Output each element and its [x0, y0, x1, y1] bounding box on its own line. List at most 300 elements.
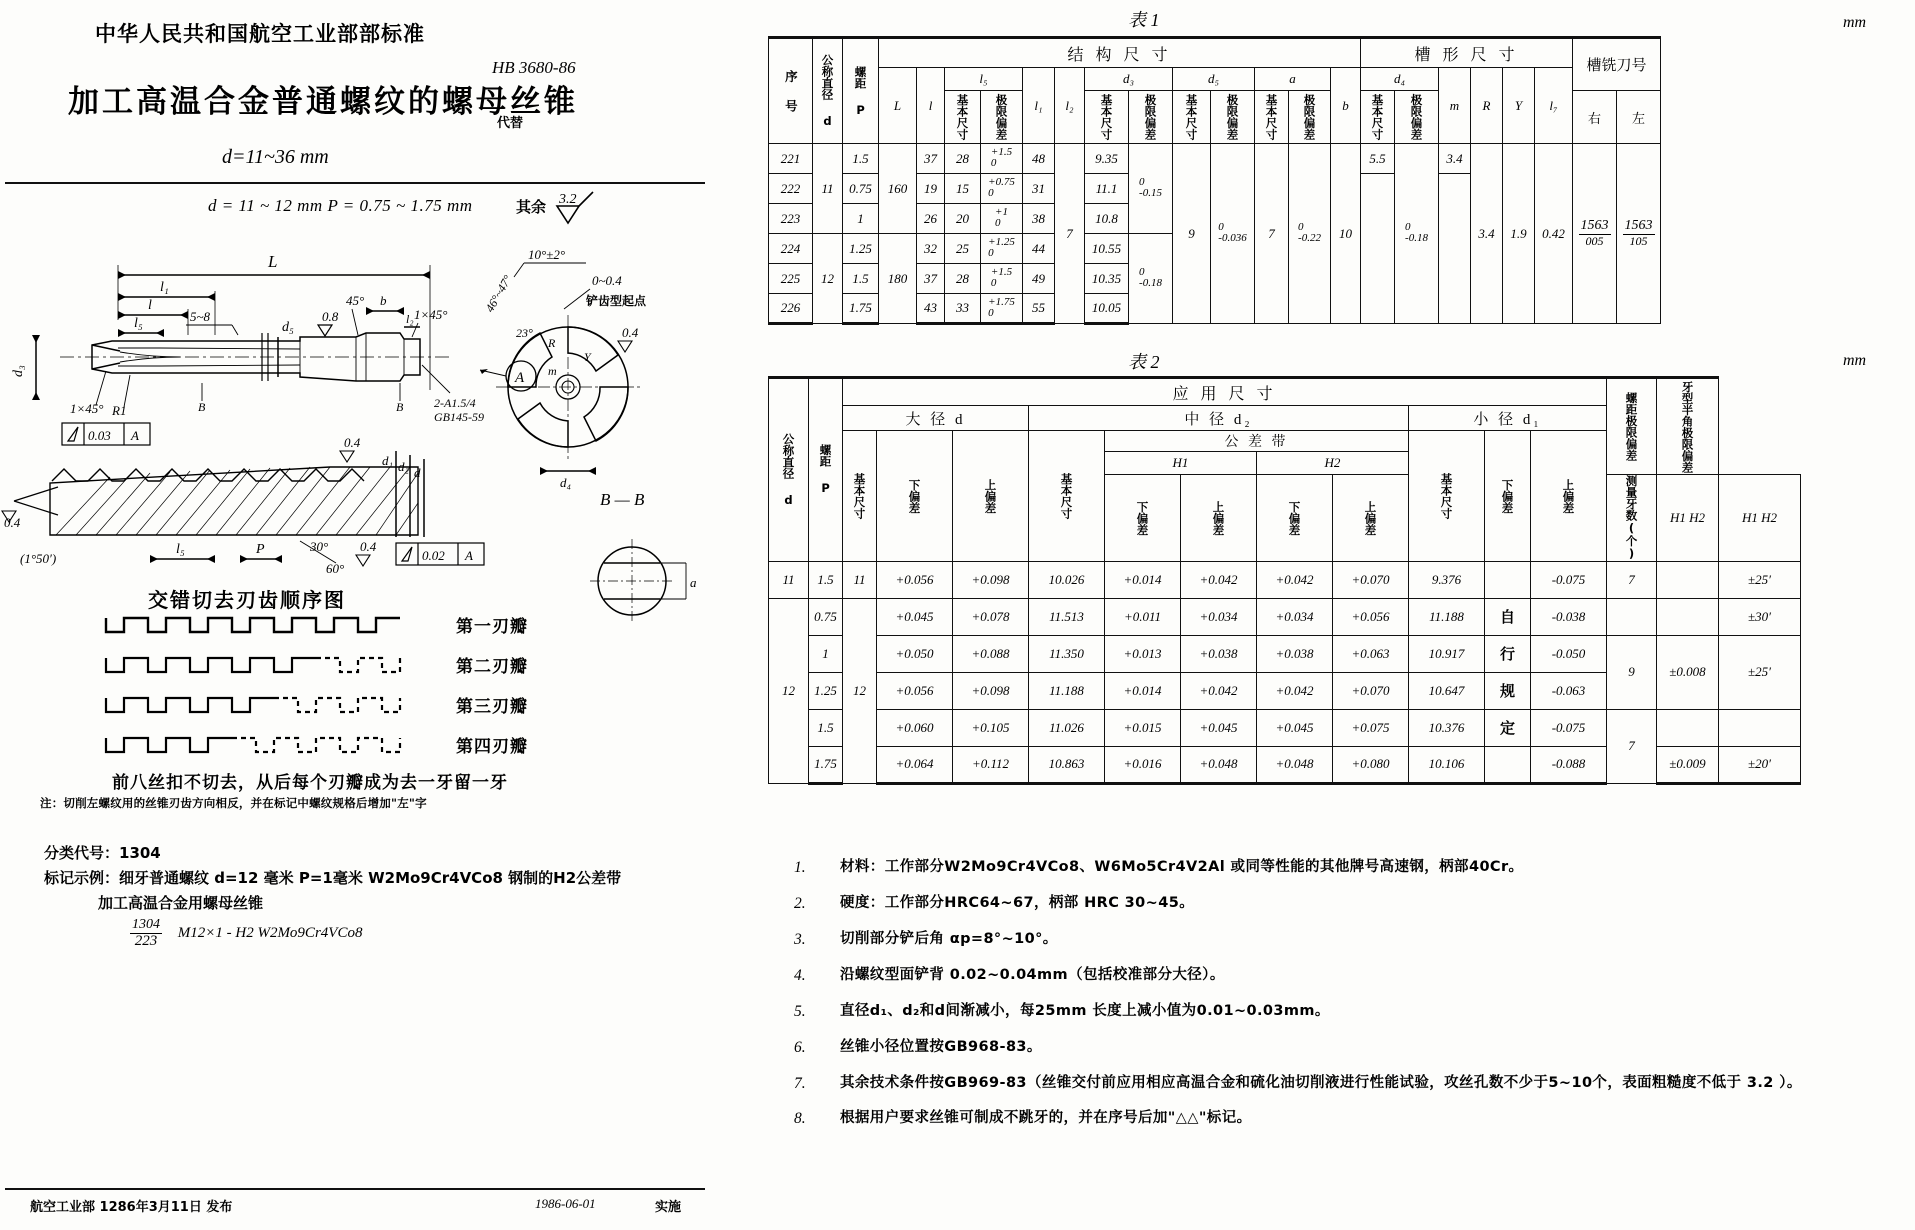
- note-number: 7.: [794, 1074, 806, 1092]
- t1-h-l1: l₁: [1023, 68, 1055, 144]
- t1-r0-l5b: 28: [945, 144, 981, 174]
- t2-h-h2-up: 上偏差: [1333, 475, 1409, 562]
- t2-r3-h2l: +0.042: [1257, 672, 1333, 709]
- svg-text:0.02: 0.02: [422, 548, 445, 563]
- t1-R: 3.4: [1471, 144, 1503, 324]
- table2-grid: [768, 376, 1801, 785]
- t2-r5-h1l: +0.016: [1105, 746, 1181, 783]
- marking-fraction-num: 1304: [132, 917, 160, 932]
- t2-r1-cnt: [1607, 598, 1657, 635]
- t1-r0-d3lim: 0 -0.15: [1129, 144, 1173, 234]
- table2: [768, 376, 1801, 785]
- t2-r5-nl: [1485, 746, 1531, 783]
- t2-r4-h2u: +0.075: [1333, 709, 1409, 746]
- t1-r0-m: 3.4: [1439, 144, 1471, 174]
- t1-r5-P: 1.75: [843, 294, 879, 324]
- note-number: 6.: [794, 1038, 806, 1056]
- table1-grid: [768, 36, 1661, 325]
- t1-d4lim: 0 -0.18: [1395, 144, 1439, 324]
- t2-h-group: 应 用 尺 寸: [843, 378, 1607, 406]
- note-text: 材料：工作部分W2Mo9Cr4VCo8、W6Mo5Cr4V2Al 或同等性能的其他牌号高速钢，柄部40Cr。: [840, 859, 1524, 875]
- t2-r3-mu: +0.098: [953, 672, 1029, 709]
- svg-text:5~8: 5~8: [190, 309, 211, 324]
- t1-r3-P: 1.25: [843, 234, 879, 264]
- t2-r5-h2u: +0.080: [1333, 746, 1409, 783]
- blade-label-1: 第一刃瓣: [456, 617, 528, 637]
- t2-r0-h1u: +0.042: [1181, 561, 1257, 598]
- t2-r2-nb: 10.917: [1409, 635, 1485, 672]
- t2-h-major-up: 上偏差: [953, 431, 1029, 562]
- svg-text:10°±2°: 10°±2°: [528, 247, 566, 262]
- t2-r4-nl: 定: [1485, 709, 1531, 746]
- svg-text:a: a: [690, 575, 697, 590]
- note-text: 丝锥小径位置按GB968-83。: [840, 1038, 1042, 1055]
- t2-r0-d: 11: [769, 561, 809, 598]
- t1-r0-d3b: 9.35: [1085, 144, 1129, 174]
- t1-r1-l: 19: [917, 174, 945, 204]
- footer-date: 1986-06-01: [535, 1196, 596, 1211]
- t1-r5-l5lim: +1.75 0: [981, 294, 1023, 324]
- svg-text:A: A: [515, 370, 525, 386]
- t1-r3-seq: 224: [769, 234, 813, 264]
- t2-r4-h1l: +0.015: [1105, 709, 1181, 746]
- t2-r5-P: 1.75: [809, 746, 843, 783]
- t2-d12: 12: [769, 598, 809, 783]
- note-item: [776, 1038, 1896, 1059]
- table-row: [769, 561, 1801, 598]
- svg-text:P: P: [256, 542, 265, 557]
- t2-r4-h1u: +0.045: [1181, 709, 1257, 746]
- left-footnote: 注：切削左螺纹用的丝锥刃齿方向相反，并在标记中螺纹规格后增加"左"字: [40, 796, 427, 810]
- t2-r2-nl: 行: [1485, 635, 1531, 672]
- cutting-order-note: 前八丝扣不切去，从后每个刃瓣成为去一牙留一牙: [112, 773, 508, 793]
- t1-r2-seq: 223: [769, 204, 813, 234]
- t1-r3-L: 180: [879, 234, 917, 324]
- svg-text:0.4: 0.4: [4, 515, 21, 530]
- t2-h-pitchtol: 螺距极限偏差: [1607, 378, 1657, 475]
- t2-r0-h2u: +0.070: [1333, 561, 1409, 598]
- t1-r3-l5b: 25: [945, 234, 981, 264]
- t2-mb12: 12: [843, 598, 877, 783]
- t1-r0-d4b: 5.5: [1361, 144, 1395, 174]
- t2-r0-P: 1.5: [809, 561, 843, 598]
- t2-r2-h1u: +0.038: [1181, 635, 1257, 672]
- svg-text:46°~47°: 46°~47°: [482, 272, 515, 315]
- t1-r4-P: 1.5: [843, 264, 879, 294]
- t2-r1-P: 0.75: [809, 598, 843, 635]
- note-text: 根据用户要求丝锥可制成不跳牙的，并在序号后加"△△"标记。: [840, 1110, 1252, 1127]
- t2-r5-mu: +0.112: [953, 746, 1029, 783]
- t2-r1-h1u: +0.034: [1181, 598, 1257, 635]
- t2-r5-ml: +0.064: [877, 746, 953, 783]
- t1-r1-P: 0.75: [843, 174, 879, 204]
- marking-example-line2: 加工高温合金用螺母丝锥: [98, 894, 264, 912]
- note-text: 沿螺纹型面铲背 0.02~0.04mm（包括校准部分大径）。: [840, 966, 1225, 983]
- t1-h-l2: l₂: [1055, 68, 1085, 144]
- t2-r4-ml: +0.060: [877, 709, 953, 746]
- t2-r4-pb: 11.026: [1029, 709, 1105, 746]
- t1-r3-l: 32: [917, 234, 945, 264]
- t2-h-d: 公称直径 d: [769, 378, 809, 562]
- t1-h-L: L: [879, 68, 917, 144]
- footer-implement: 实施: [655, 1200, 682, 1215]
- svg-text:1×45°: 1×45°: [70, 401, 104, 416]
- table1-unit: mm: [1843, 14, 1867, 31]
- table2-body: [769, 561, 1801, 783]
- t2-r2-pt: ±0.008: [1657, 635, 1719, 709]
- t2-r3-P: 1.25: [809, 672, 843, 709]
- svg-text:45°: 45°: [346, 293, 365, 308]
- t2-r3-nu: -0.063: [1531, 672, 1607, 709]
- left-drawing-column: [0, 0, 758, 1230]
- t2-r0-ml: +0.056: [877, 561, 953, 598]
- svg-text:0.4: 0.4: [622, 325, 639, 340]
- table2-unit: mm: [1843, 352, 1867, 369]
- svg-text:GB145-59: GB145-59: [434, 410, 484, 424]
- marking-example-code: [130, 918, 362, 949]
- t1-r5-l5b: 33: [945, 294, 981, 324]
- t1-b: 10: [1331, 144, 1361, 324]
- svg-text:m: m: [548, 364, 557, 378]
- svg-text:l₁: l₁: [160, 280, 169, 295]
- note-number: 8.: [794, 1110, 806, 1128]
- table-row: [769, 144, 1661, 174]
- marking-example-line1: 细牙普通螺纹 d=12 毫米 P=1毫米 W2Mo9Cr4VCo8 钢制的H2公差带: [119, 869, 622, 887]
- svg-text:(1°50′): (1°50′): [20, 551, 57, 566]
- t1-r3-d3lim: 0 -0.18: [1129, 234, 1173, 324]
- t1-r1-seq: 222: [769, 174, 813, 204]
- t2-r5-h2l: +0.048: [1257, 746, 1333, 783]
- t1-r3-d3b: 10.55: [1085, 234, 1129, 264]
- t1-r2-d3b: 10.8: [1085, 204, 1129, 234]
- t2-r0-mu: +0.098: [953, 561, 1029, 598]
- svg-text:铲齿型起点: 铲齿型起点: [586, 294, 647, 308]
- svg-text:B: B: [198, 400, 206, 414]
- t2-r1-nb: 11.188: [1409, 598, 1485, 635]
- svg-text:3.2: 3.2: [559, 192, 577, 207]
- t1-h-Y: Y: [1503, 68, 1535, 144]
- svg-text:0.03: 0.03: [88, 428, 111, 443]
- t2-r5-h1u: +0.048: [1181, 746, 1257, 783]
- t2-r1-h2u: +0.056: [1333, 598, 1409, 635]
- t2-h-h2-low: 下偏差: [1257, 475, 1333, 562]
- t1-r2-P: 1: [843, 204, 879, 234]
- t1-r1-m: [1439, 174, 1471, 324]
- t1-d5lim: 0 -0.036: [1211, 144, 1255, 324]
- table1-body: [769, 144, 1661, 324]
- t1-h-a-basic: 基本尺寸: [1255, 91, 1289, 144]
- t2-r2-pb: 11.350: [1029, 635, 1105, 672]
- diameter-range: d=11~36 mm: [222, 146, 329, 168]
- t1-r5-d3b: 10.05: [1085, 294, 1129, 324]
- svg-text:d: d: [414, 465, 421, 480]
- note-item: [776, 894, 1896, 915]
- t1-h-d4: d₄: [1361, 68, 1439, 91]
- rule-bottom: [5, 1188, 705, 1190]
- svg-text:l₂: l₂: [406, 312, 414, 326]
- table1: [768, 36, 1661, 325]
- t2-h-pitchdia: 中 径 d₂: [1029, 406, 1409, 431]
- t1-h-cutter: 槽铣刀号: [1573, 38, 1661, 91]
- t2-r2-at: ±25′: [1719, 635, 1801, 709]
- note-item: [776, 1002, 1896, 1023]
- t1-r1-l5lim: +0.75 0: [981, 174, 1023, 204]
- t2-r4-cnt: 7: [1607, 709, 1657, 783]
- svg-text:R1: R1: [112, 403, 127, 418]
- t2-r2-h2l: +0.038: [1257, 635, 1333, 672]
- svg-text:B — B: B — B: [600, 490, 645, 509]
- t1-r1-d3b: 11.1: [1085, 174, 1129, 204]
- t2-r5-nu: -0.088: [1531, 746, 1607, 783]
- t2-r5-nb: 10.106: [1409, 746, 1485, 783]
- page-title: 加工高温合金普通螺纹的螺母丝锥: [68, 84, 578, 120]
- svg-text:Y: Y: [584, 350, 591, 364]
- t1-h-d5-lim: 极限偏差: [1211, 91, 1255, 144]
- marking-example-prefix: 标记示例：: [44, 869, 120, 887]
- t1-d5b: 9: [1173, 144, 1211, 324]
- table-row: [769, 598, 1801, 635]
- t1-r1-d4b: [1361, 174, 1395, 324]
- note-item: [776, 1109, 1896, 1130]
- t1-r2-l: 26: [917, 204, 945, 234]
- t2-r2-ml: +0.050: [877, 635, 953, 672]
- t1-r4-l5b: 28: [945, 264, 981, 294]
- t1-h-b: b: [1331, 68, 1361, 144]
- t1-r0-l5lim: +1.5 0: [981, 144, 1023, 174]
- t1-r0-P: 1.5: [843, 144, 879, 174]
- t1-h-a-lim: 极限偏差: [1289, 91, 1331, 144]
- t1-r0-seq: 221: [769, 144, 813, 174]
- table-row: [769, 635, 1801, 672]
- t2-r1-pb: 11.513: [1029, 598, 1105, 635]
- t1-h-a: a: [1255, 68, 1331, 91]
- t1-h-flute: 槽 形 尺 寸: [1361, 38, 1573, 68]
- rule-top: [5, 182, 705, 184]
- t1-r5-l1: 55: [1023, 294, 1055, 324]
- t1-h-d4-lim: 极限偏差: [1395, 91, 1439, 144]
- t2-h-angletol: 牙型半角极限偏差: [1657, 378, 1719, 475]
- marking-example-label: [44, 866, 621, 891]
- t2-h-major-basic: 基本尺寸: [843, 431, 877, 562]
- t1-r3-d: 12: [813, 234, 843, 324]
- t2-r4-nu: -0.075: [1531, 709, 1607, 746]
- t2-r0-cnt: 7: [1607, 561, 1657, 598]
- t1-h-d5: d₅: [1173, 68, 1255, 91]
- t2-r2-h2u: +0.063: [1333, 635, 1409, 672]
- t2-r1-at: ±30′: [1719, 598, 1801, 635]
- svg-text:l: l: [148, 298, 152, 313]
- t1-h-l5-lim: 极限偏差: [981, 91, 1023, 144]
- standard-issuer-line: 中华人民共和国航空工业部部标准: [95, 22, 425, 46]
- t1-r4-seq: 225: [769, 264, 813, 294]
- t1-r4-d3b: 10.35: [1085, 264, 1129, 294]
- svg-text:0.4: 0.4: [360, 539, 377, 554]
- t2-r2-h1l: +0.013: [1105, 635, 1181, 672]
- note-item: [776, 858, 1896, 879]
- t2-r4-h2l: +0.045: [1257, 709, 1333, 746]
- note-number: 3.: [794, 930, 806, 948]
- t2-r5-pt: ±0.009: [1657, 746, 1719, 783]
- t1-h-l7: l₇: [1535, 68, 1573, 144]
- note-item: [776, 1074, 1896, 1095]
- t1-r0-L: 160: [879, 144, 917, 234]
- svg-text:d₄: d₄: [560, 475, 572, 490]
- t2-r0-at: ±25′: [1719, 561, 1801, 598]
- table1-caption: 表 1: [1128, 10, 1160, 30]
- t2-r1-h2l: +0.034: [1257, 598, 1333, 635]
- t2-h-minor-up: 上偏差: [1531, 431, 1607, 562]
- t2-r4-P: 1.5: [809, 709, 843, 746]
- t2-r3-nb: 10.647: [1409, 672, 1485, 709]
- surface-finish-label: 其余: [516, 198, 547, 216]
- t1-h-structure: 结 构 尺 寸: [879, 38, 1361, 68]
- t1-r0-l1: 48: [1023, 144, 1055, 174]
- svg-text:2-A1.5/4: 2-A1.5/4: [434, 396, 476, 410]
- marking-fraction-tail: M12×1 - H2 W2Mo9Cr4VCo8: [177, 925, 363, 942]
- t2-r1-h1l: +0.011: [1105, 598, 1181, 635]
- note-text: 切削部分铲后角 αp=8°~10°。: [840, 930, 1058, 947]
- t1-h-right: 右: [1573, 91, 1617, 144]
- marking-fraction-den: 223: [134, 932, 158, 949]
- blade-profiles: [100, 610, 660, 778]
- t2-r0-h2l: +0.042: [1257, 561, 1333, 598]
- t2-r0-pt: [1657, 561, 1719, 598]
- svg-text:L: L: [268, 252, 278, 271]
- t2-r0-h1l: +0.014: [1105, 561, 1181, 598]
- t2-r3-h1l: +0.014: [1105, 672, 1181, 709]
- svg-text:0~0.4: 0~0.4: [592, 273, 622, 288]
- svg-text:1×45°: 1×45°: [414, 307, 448, 322]
- t1-h-m: m: [1439, 68, 1471, 144]
- t1-h-d4-basic: 基本尺寸: [1361, 91, 1395, 144]
- t1-h-p: 螺距 P: [843, 38, 879, 144]
- svg-text:d₂: d₂: [398, 459, 410, 474]
- t2-r1-pt: [1657, 598, 1719, 635]
- t1-l2: 7: [1055, 144, 1085, 324]
- t2-r3-h2u: +0.070: [1333, 672, 1409, 709]
- t1-h-d3: d₃: [1085, 68, 1173, 91]
- svg-text:R: R: [548, 336, 556, 350]
- t2-r1-ml: +0.045: [877, 598, 953, 635]
- t2-r2-cnt: 9: [1607, 635, 1657, 709]
- t2-h-h1-up: 上偏差: [1181, 475, 1257, 562]
- t2-h-minor-basic: 基本尺寸: [1409, 431, 1485, 562]
- t1-ab: 7: [1255, 144, 1289, 324]
- t1-r1-l5b: 15: [945, 174, 981, 204]
- t2-r0-pb: 10.026: [1029, 561, 1105, 598]
- svg-text:A: A: [131, 428, 139, 443]
- note-number: 5.: [794, 1002, 806, 1020]
- t1-cut-right: $\frac{1563}{005}$: [1573, 144, 1617, 324]
- t2-r1-nl: 自: [1485, 598, 1531, 635]
- svg-text:d₅: d₅: [282, 320, 294, 335]
- svg-text:60°: 60°: [326, 561, 345, 576]
- t1-Y: 1.9: [1503, 144, 1535, 324]
- cutting-order-title: 交错切去刃齿顺序图: [148, 588, 346, 612]
- t2-h-minor-low: 下偏差: [1485, 431, 1531, 562]
- sub-spec-line: d = 11 ~ 12 mm P = 0.75 ~ 1.75 mm: [208, 196, 473, 215]
- t2-r0-nl: [1485, 561, 1531, 598]
- t2-h-h1-low: 下偏差: [1105, 475, 1181, 562]
- svg-text:A: A: [465, 548, 473, 563]
- note-text: 直径d₁、d₂和d间渐减小，每25mm 长度上减小值为0.01~0.03mm。: [840, 1002, 1330, 1019]
- svg-text:B: B: [396, 400, 404, 414]
- t1-r3-l1: 44: [1023, 234, 1055, 264]
- t1-cut-left: $\frac{1563}{105}$: [1617, 144, 1661, 324]
- svg-text:d₃: d₃: [11, 365, 26, 377]
- t1-h-d: 公称直径 d: [813, 38, 843, 144]
- t2-r0-nu: -0.075: [1531, 561, 1607, 598]
- t1-r3-l5lim: +1.25 0: [981, 234, 1023, 264]
- t1-r0-d: 11: [813, 144, 843, 234]
- t1-h-d3-lim: 极限偏差: [1129, 91, 1173, 144]
- note-number: 4.: [794, 966, 806, 984]
- replace-label: 代替: [497, 116, 524, 131]
- t2-r0-nb: 9.376: [1409, 561, 1485, 598]
- t1-h-left: 左: [1617, 91, 1661, 144]
- t1-l7: 0.42: [1535, 144, 1573, 324]
- t2-h-H1: H1: [1105, 452, 1257, 475]
- svg-text:l₅: l₅: [176, 542, 185, 557]
- t2-r2-mu: +0.088: [953, 635, 1029, 672]
- note-text: 其余技术条件按GB969-83（丝锥交付前应用相应高温合金和硫化油切削液进行性能试验，攻丝孔数不少于5~10个，表面粗糙度不低于 3.2 ）。: [840, 1074, 1802, 1091]
- technical-notes: [776, 858, 1896, 1145]
- table2-caption: 表 2: [1128, 352, 1160, 372]
- t1-alim: 0 -0.22: [1289, 144, 1331, 324]
- t1-h-l5: l₅: [945, 68, 1023, 91]
- t1-r0-l: 37: [917, 144, 945, 174]
- svg-text:d₁: d₁: [382, 453, 394, 468]
- t1-r5-l: 43: [917, 294, 945, 324]
- t2-r4-mu: +0.105: [953, 709, 1029, 746]
- note-number: 2.: [794, 894, 806, 912]
- t2-r1-nu: -0.038: [1531, 598, 1607, 635]
- t2-h-h1h2b: H1 H2: [1719, 475, 1801, 562]
- t1-r2-l5b: 20: [945, 204, 981, 234]
- t2-r5-pb: 10.863: [1029, 746, 1105, 783]
- t2-h-minor: 小 径 d₁: [1409, 406, 1607, 431]
- t2-h-major-low: 下偏差: [877, 431, 953, 562]
- blade-label-2: 第二刃瓣: [456, 657, 528, 677]
- t2-r1-mu: +0.078: [953, 598, 1029, 635]
- svg-text:0.8: 0.8: [322, 309, 339, 324]
- t1-h-l5-basic: 基本尺寸: [945, 91, 981, 144]
- note-item: [776, 966, 1896, 987]
- svg-text:b: b: [380, 293, 387, 308]
- t1-h-l: l: [917, 68, 945, 144]
- t1-r4-l: 37: [917, 264, 945, 294]
- t1-r4-l1: 49: [1023, 264, 1055, 294]
- t2-h-h1h2: H1 H2: [1657, 475, 1719, 562]
- t2-r5-at: ±20′: [1719, 746, 1801, 783]
- svg-text:23°: 23°: [516, 326, 533, 340]
- t2-h-H2: H2: [1257, 452, 1409, 475]
- t2-r4-nb: 10.376: [1409, 709, 1485, 746]
- blade-label-3: 第三刃瓣: [456, 697, 528, 717]
- right-tables-column: [758, 0, 1915, 1230]
- svg-text:l₅: l₅: [134, 316, 143, 331]
- t2-r4-pt: [1657, 709, 1719, 746]
- t2-h-major: 大 径 d: [843, 406, 1029, 431]
- t1-r5-seq: 226: [769, 294, 813, 324]
- t1-h-d3-basic: 基本尺寸: [1085, 91, 1129, 144]
- classification-code: 分类代号：1304: [44, 844, 161, 862]
- t2-r0-mb: 11: [843, 561, 877, 598]
- t2-h-count: 测量牙数(个): [1607, 475, 1657, 562]
- t2-r3-nl: 规: [1485, 672, 1531, 709]
- t1-r2-l1: 38: [1023, 204, 1055, 234]
- table-row: [769, 709, 1801, 746]
